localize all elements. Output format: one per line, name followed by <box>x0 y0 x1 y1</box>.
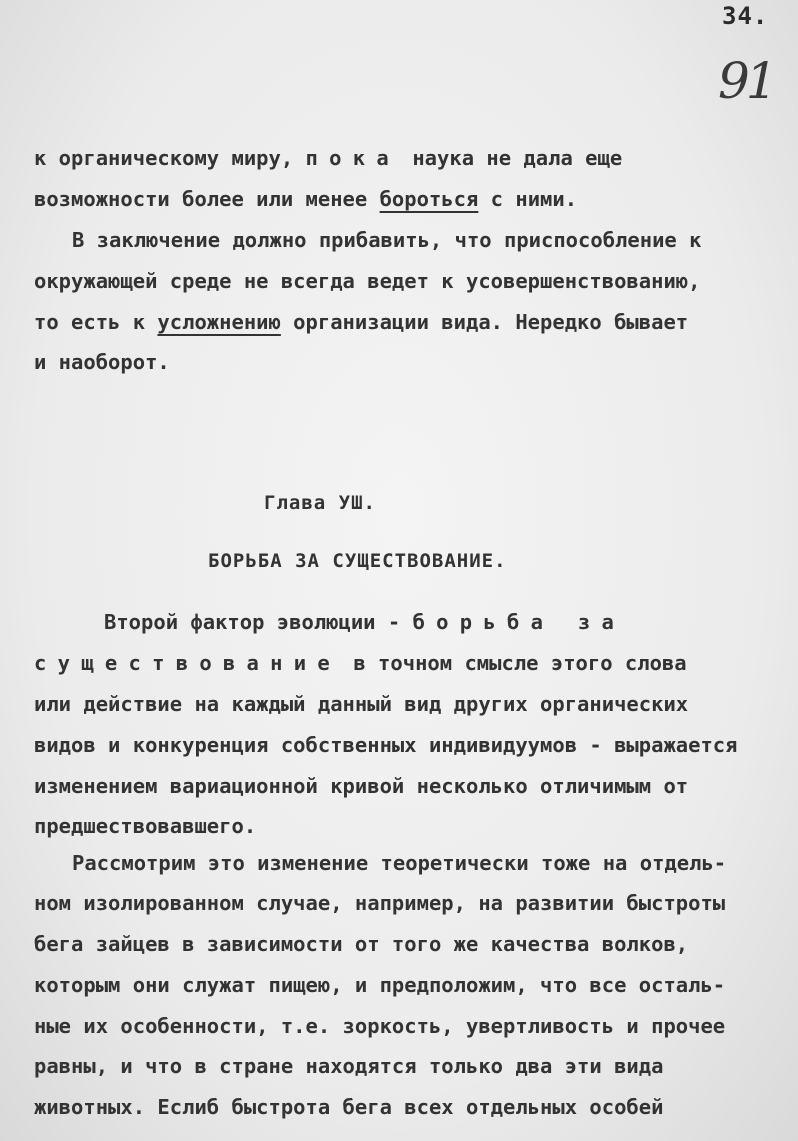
text-run: возможности более или менее <box>34 187 380 211</box>
text-line: равны, и что в стране находятся только два эти вида <box>34 1054 664 1078</box>
spaced-emphasis: борьба за <box>412 610 626 634</box>
text-line: В заключение должно прибавить, что приспособление к <box>72 228 702 252</box>
text-line <box>104 612 625 633</box>
text-line: животных. Еслиб быстрота бега всех отдельных особей <box>34 1095 664 1119</box>
chapter-title: БОРЬБА ЗА СУЩЕСТВОВАНИЕ. <box>208 550 507 572</box>
text-run: к органическому миру, <box>34 146 306 170</box>
text-run: с ними. <box>478 187 578 211</box>
text-line: окружающей среде не всегда ведет к усовершенствованию, <box>34 269 701 293</box>
text-run: наука не дала еще <box>400 146 623 170</box>
text-line: или действие на каждый данный вид других органических <box>34 692 689 716</box>
handwritten-page-number: 91 <box>718 52 774 110</box>
text-run: Второй фактор эволюции - <box>104 610 413 634</box>
text-line <box>34 653 687 674</box>
text-line: ные их особенности, т.е. зоркость, увертливость и прочее <box>34 1014 726 1038</box>
spaced-emphasis: пока <box>305 146 400 170</box>
text-run: то есть к <box>34 310 158 334</box>
text-line: предшествовавшего. <box>34 814 257 838</box>
text-line <box>34 312 688 333</box>
underlined-word: усложнению <box>157 310 281 334</box>
text-run: организации вида. Нередко бывает <box>280 310 689 334</box>
text-line: видов и конкуренция собственных индивидуумов - выражается <box>34 733 738 757</box>
underlined-word: бороться <box>379 187 479 211</box>
text-line: и наоборот. <box>34 350 170 374</box>
text-line: изменением вариационной кривой несколько отличимым от <box>34 774 689 798</box>
text-line: бега зайцев в зависимости от того же качества волков, <box>34 932 689 956</box>
chapter-number: Глава УШ. <box>264 492 376 514</box>
text-line: ном изолированном случае, например, на развитии быстроты <box>34 891 726 915</box>
text-line: Рассмотрим это изменение теоретически тоже на отдель- <box>72 851 727 875</box>
text-run: в точном смысле этого слова <box>341 651 687 675</box>
text-line <box>34 189 577 210</box>
spaced-emphasis: существование <box>34 651 342 675</box>
page-number: 34. <box>722 2 769 30</box>
text-line: которым они служат пищею, и предположим, что все осталь- <box>34 973 726 997</box>
text-line <box>34 148 622 169</box>
